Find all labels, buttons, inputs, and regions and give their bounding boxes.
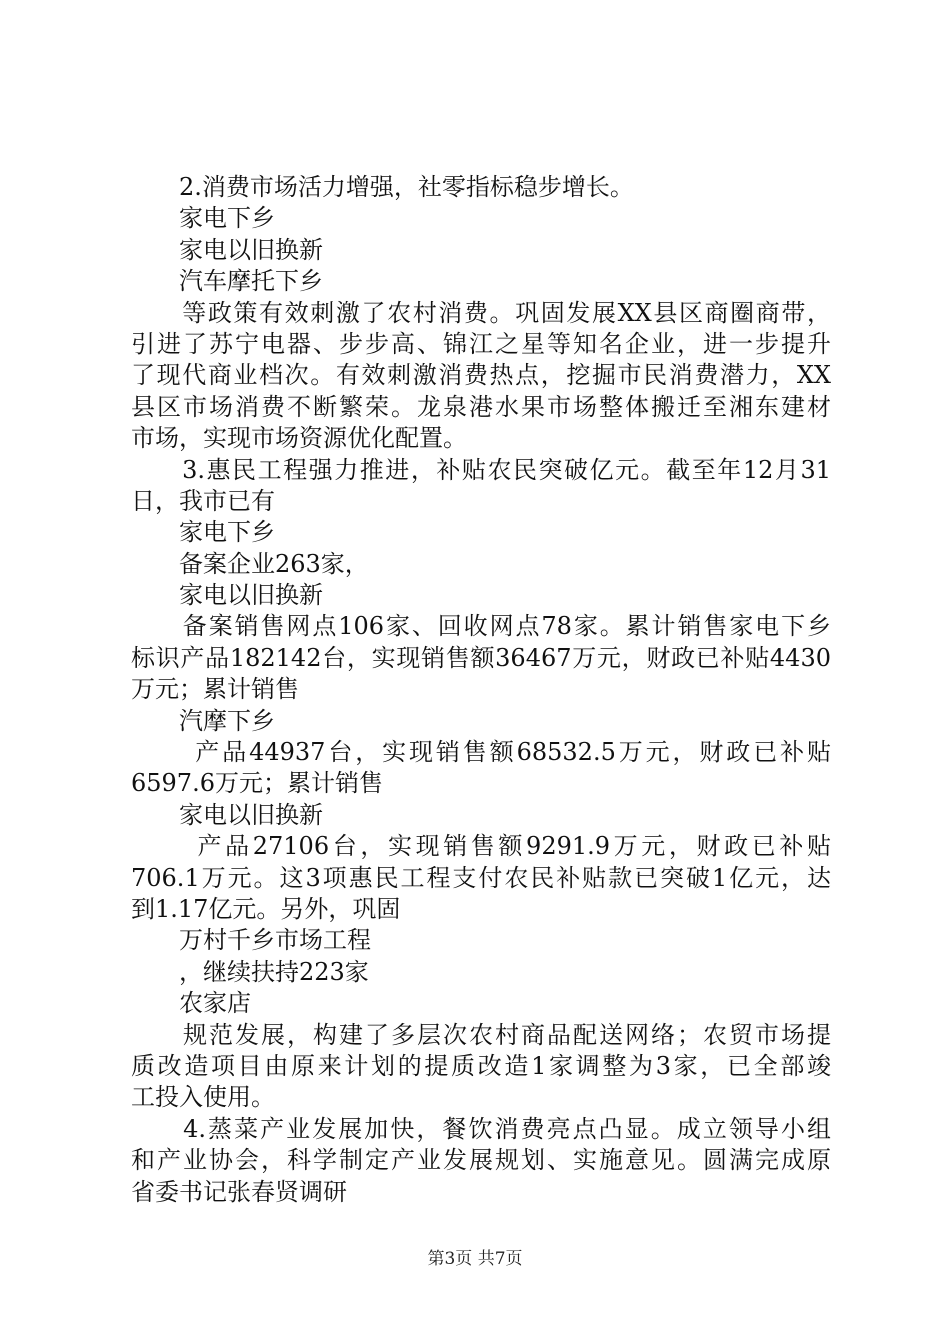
text-line: 4.蒸菜产业发展加快，餐饮消费亮点凸显。成立领导小组 bbox=[131, 1114, 831, 1143]
text-line: 3.惠民工程强力推进，补贴农民突破亿元。截至年12月31 bbox=[131, 455, 831, 484]
text-line: 家电以旧换新 bbox=[131, 800, 323, 829]
text-line: 农家店 bbox=[131, 989, 251, 1018]
text-line: 到1.17亿元。另外，巩固 bbox=[131, 894, 401, 923]
text-line: 万村千乡市场工程 bbox=[131, 926, 371, 955]
text-line: 市场，实现市场资源优化配置。 bbox=[131, 424, 467, 453]
text-line: 标识产品182142台，实现销售额36467万元，财政已补贴4430 bbox=[131, 643, 831, 672]
text-line: 规范发展，构建了多层次农村商品配送网络；农贸市场提 bbox=[131, 1020, 831, 1049]
text-line: 引进了苏宁电器、步步高、锦江之星等知名企业，进一步提升 bbox=[131, 329, 831, 358]
document-body bbox=[131, 172, 831, 1208]
text-line: 和产业协会，科学制定产业发展规划、实施意见。圆满完成原 bbox=[131, 1146, 831, 1175]
text-line: 万元；累计销售 bbox=[131, 675, 299, 704]
text-line: 备案销售网点106家、回收网点78家。累计销售家电下乡 bbox=[131, 612, 831, 641]
text-line: 产品27106台，实现销售额9291.9万元，财政已补贴 bbox=[131, 832, 831, 861]
text-line: 质改造项目由原来计划的提质改造1家调整为3家，已全部竣 bbox=[131, 1051, 831, 1080]
text-line: 2.消费市场活力增强，社零指标稳步增长。 bbox=[131, 173, 634, 201]
text-line: 家电下乡 bbox=[131, 518, 275, 547]
text-line: 等政策有效刺激了农村消费。巩固发展XX县区商圈商带， bbox=[131, 298, 831, 327]
text-line: 6597.6万元；累计销售 bbox=[131, 769, 383, 798]
text-line: 日，我市已有 bbox=[131, 486, 275, 515]
text-line: 家电以旧换新 bbox=[131, 235, 323, 264]
text-line: 工投入使用。 bbox=[131, 1083, 275, 1112]
text-line: 706.1万元。这3项惠民工程支付农民补贴款已突破1亿元，达 bbox=[131, 863, 831, 892]
text-line: 家电下乡 bbox=[131, 204, 275, 233]
text-line: ，继续扶持223家 bbox=[131, 957, 369, 986]
text-line: 省委书记张春贤调研 bbox=[131, 1177, 347, 1206]
page-footer: 第3页 共7页 bbox=[427, 1249, 523, 1269]
text-line: 了现代商业档次。有效刺激消费热点，挖掘市民消费潜力，XX bbox=[131, 361, 831, 390]
text-line: 汽车摩托下乡 bbox=[131, 267, 323, 296]
text-line: 产品44937台，实现销售额68532.5万元，财政已补贴 bbox=[131, 738, 831, 767]
text-line: 县区市场消费不断繁荣。龙泉港水果市场整体搬迁至湘东建材 bbox=[131, 392, 831, 421]
text-line: 备案企业263家， bbox=[131, 549, 369, 578]
text-line: 家电以旧换新 bbox=[131, 581, 323, 610]
text-line: 汽摩下乡 bbox=[131, 706, 275, 735]
